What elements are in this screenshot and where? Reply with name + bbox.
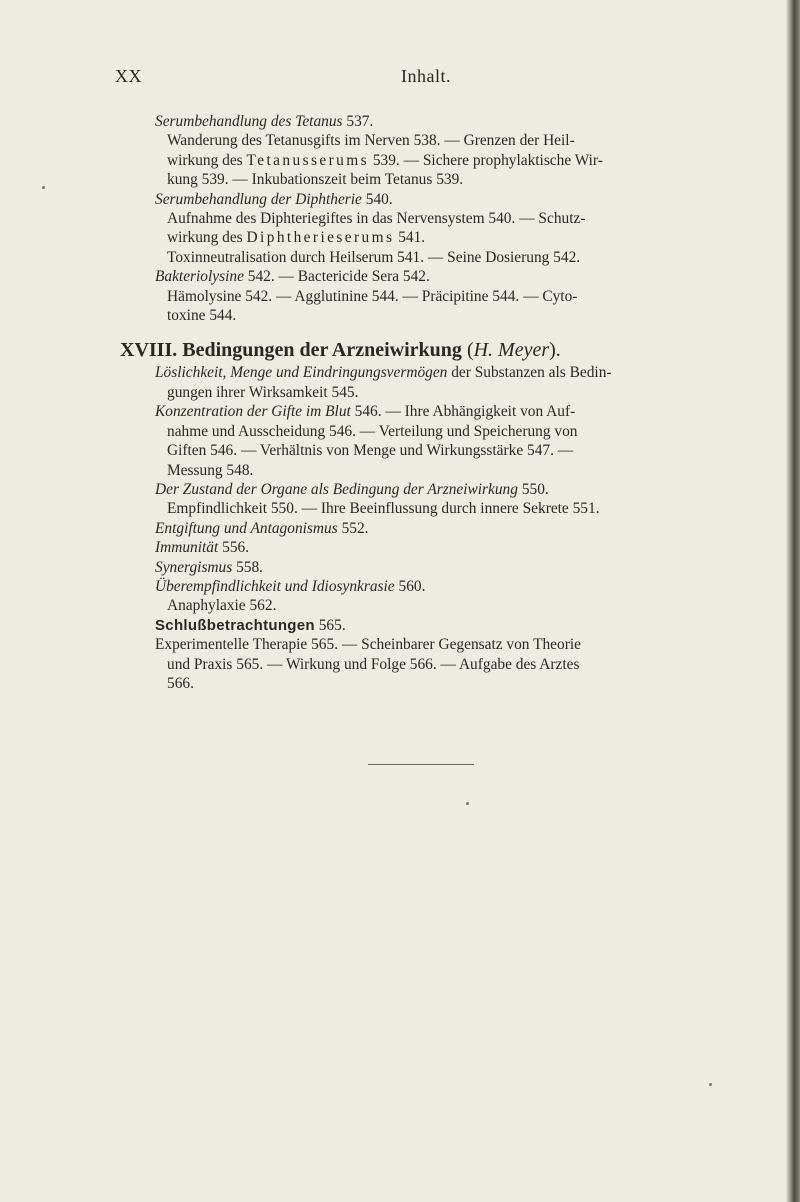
toc-heading: Immunität [155, 539, 219, 557]
toc-entry-schlussbetrachtungen: Schlußbetrachtungen 565. Experimentelle Therapie 565. — Scheinbarer Gegensatz von Theorie und Praxis 565. — Wirkung und Folge 566. — Aufgabe des Arztes 566. [155, 616, 725, 694]
toc-page: 540. [365, 190, 393, 208]
toc-entry-bakteriolysine [155, 267, 725, 325]
toc-entry-entgiftung: Entgiftung und Antagonismus 552. [155, 519, 369, 537]
toc-heading: Serumbehandlung der Diphtherie [155, 190, 362, 208]
toc-page: 542. — Bactericide Sera 542. [247, 268, 430, 286]
toc-line: und Praxis 565. — Wirkung und Folge 566. — Aufgabe des Arztes [167, 655, 580, 673]
paper-speck [709, 1083, 712, 1086]
toc-line: Toxinneutralisation durch Heilserum 541. — Seine Dosierung 542. [167, 248, 581, 266]
toc-line: Giften 546. — Verhältnis von Menge und Wirkungsstärke 547. — [167, 442, 574, 460]
toc-entry-diphtherie [155, 190, 725, 268]
toc-line: Anaphylaxie 562. [167, 597, 277, 615]
paper-speck [466, 802, 469, 805]
toc-entry-konzentration: Konzentration der Gifte im Blut 546. — Ihre Abhängigkeit von Auf- nahme und Ausscheidung 546. — Verteilung und Speicherung von Giften 546. — Verhältnis von Menge und Wirkungsstärke 547. — Messung 548. [155, 402, 725, 480]
toc-entry-immunitaet: Immunität 556. [155, 539, 250, 557]
running-header [115, 66, 715, 90]
toc-line: nahme und Ausscheidung 546. — Verteilung und Speicherung von [167, 422, 578, 440]
toc-heading: Bakteriolysine [155, 268, 244, 286]
toc-entry-tetanus [155, 112, 725, 190]
toc-entry-synergismus: Synergismus 558. [155, 558, 264, 576]
toc-entry-zustand: Der Zustand der Organe als Bedingung der Arzneiwirkung 550. Empfindlichkeit 550. — Ihre Beeinflussung durch innere Sekrete 551. [155, 480, 725, 519]
toc-heading: Konzentration der Gifte im Blut [155, 403, 351, 421]
toc-line: Hämolysine 542. — Agglutinine 544. — Präcipitine 544. — Cyto- [167, 287, 578, 305]
toc-heading: Synergismus [155, 558, 233, 576]
paper-speck [42, 186, 45, 189]
table-of-contents [120, 112, 725, 693]
toc-heading: Entgiftung und Antagonismus [155, 519, 338, 537]
toc-line: Wanderung des Tetanusgifts im Nerven 538. — Grenzen der Heil- [167, 132, 575, 150]
page-edge [786, 0, 800, 1202]
header-title: Inhalt. [401, 66, 451, 86]
chapter-number: XVIII. [120, 339, 178, 362]
toc-line: Messung 548. [167, 461, 254, 479]
toc-text: wirkung des [167, 229, 243, 247]
page-number: XX [115, 66, 142, 86]
toc-text: 539. — Sichere prophylaktische Wir- [372, 151, 603, 169]
toc-line: 566. [167, 674, 194, 692]
toc-text: 541. [398, 229, 426, 247]
toc-heading: Löslichkeit, Menge und Eindringungsvermögen [155, 364, 448, 382]
chapter-title: Bedingungen der Arzneiwirkung [182, 339, 462, 362]
toc-line: Experimentelle Therapie 565. — Scheinbarer Gegensatz von Theorie [155, 636, 581, 654]
toc-heading: Serumbehandlung des Tetanus [155, 113, 343, 130]
toc-page: 537. [346, 113, 374, 130]
toc-line: gungen ihrer Wirksamkeit 545. [167, 383, 359, 401]
toc-spaced-term: Tetanusserums [246, 151, 369, 169]
toc-line: kung 539. — Inkubationszeit beim Tetanus 539. [167, 171, 464, 189]
end-rule [368, 764, 474, 765]
toc-entry-loeslichkeit: Löslichkeit, Menge und Eindringungsvermögen der Substanzen als Bedin- gungen ihrer Wirksamkeit 545. [155, 363, 725, 402]
toc-entry-ueberempfindlichkeit: Überempfindlichkeit und Idiosynkrasie 560. Anaphylaxie 562. [155, 577, 725, 616]
toc-line: Aufnahme des Diphteriegiftes in das Nervensystem 540. — Schutz- [167, 210, 586, 228]
toc-line: toxine 544. [167, 307, 237, 325]
chapter-author: H. Meyer [473, 339, 550, 362]
toc-text: wirkung des [167, 151, 243, 169]
toc-spaced-term: Diphtherieserums [246, 229, 395, 247]
toc-line: Empfindlichkeit 550. — Ihre Beeinflussung durch innere Sekrete 551. [167, 500, 600, 518]
toc-heading: Überempfindlichkeit und Idiosynkrasie [155, 577, 395, 595]
chapter-heading: XVIII. Bedingungen der Arzneiwirkung (H. Meyer). [120, 339, 561, 362]
toc-heading: Schlußbetrachtungen [155, 616, 315, 634]
toc-heading: Der Zustand der Organe als Bedingung der Arzneiwirkung [155, 480, 518, 498]
